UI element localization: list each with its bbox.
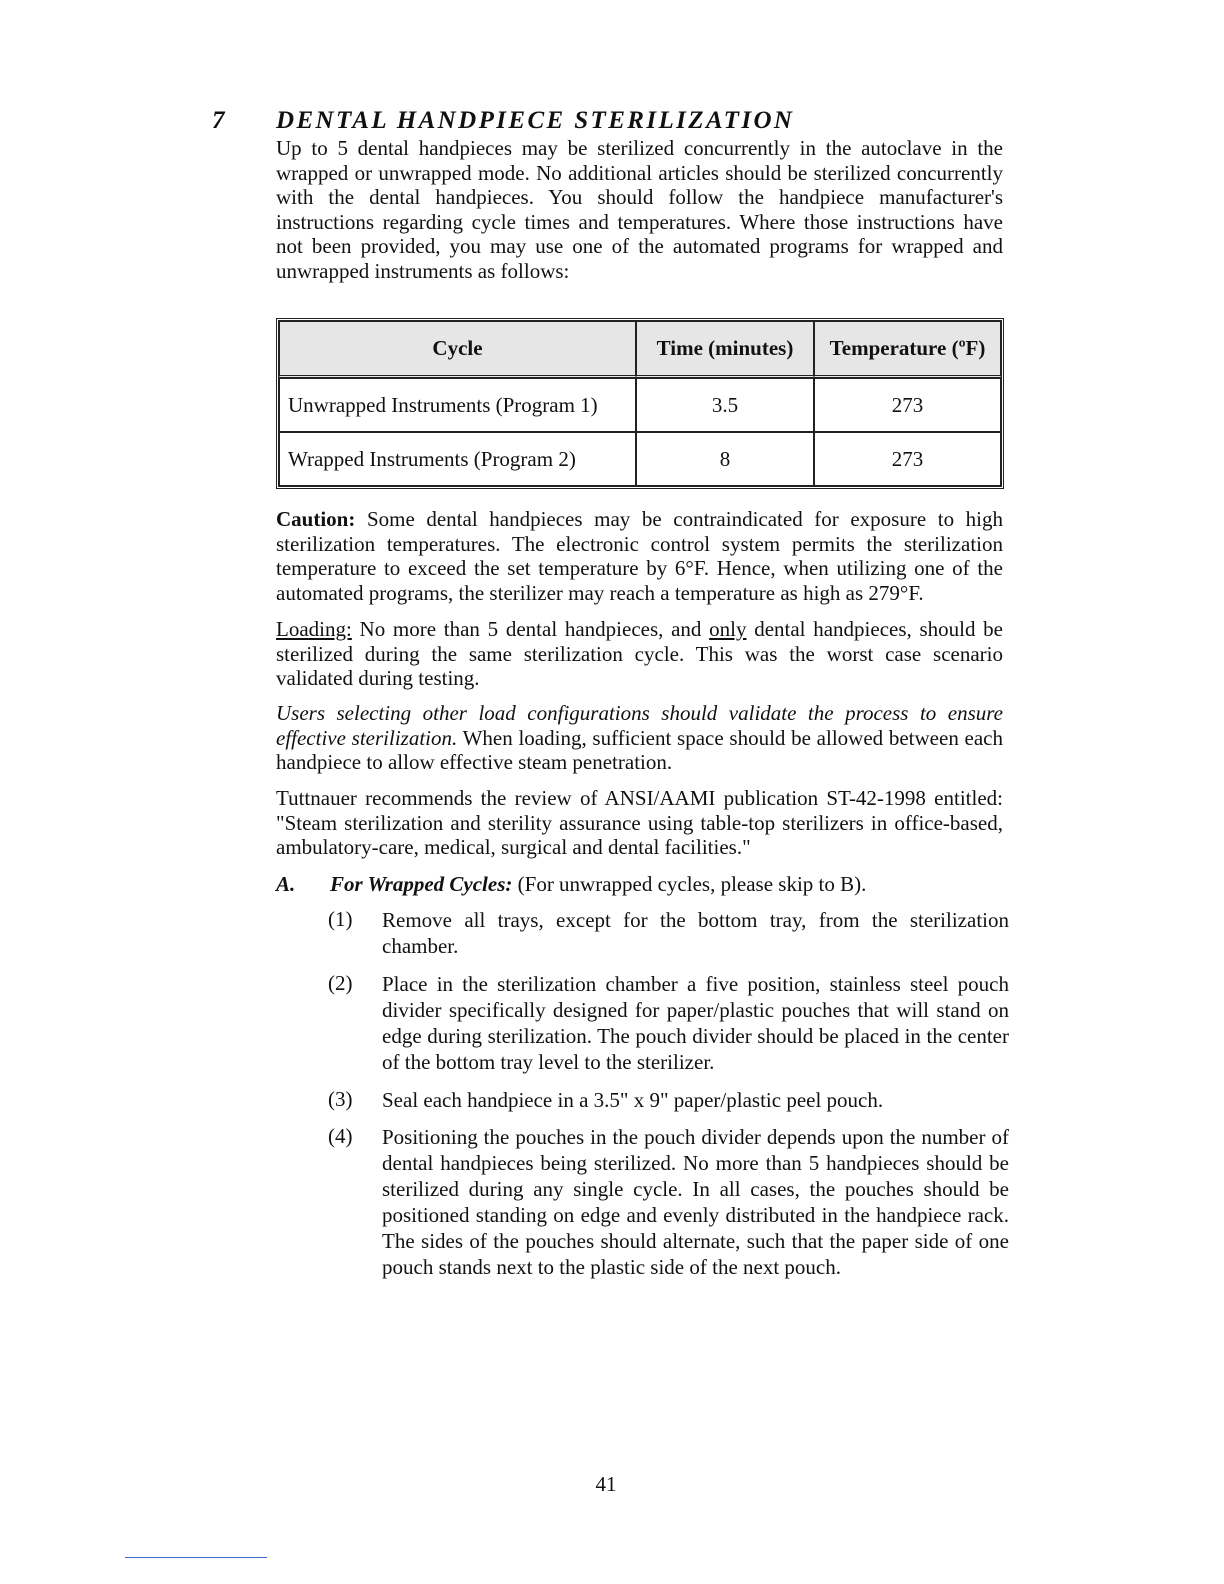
subsection-title: For Wrapped Cycles: <box>330 872 513 896</box>
subsection-letter: A. <box>276 872 296 896</box>
step-text: Place in the sterilization chamber a five position, stainless steel pouch divider specifically designed for paper/plastic pouches that will stand on edge during sterilization. The pouch divider should be placed in the center of the bottom tray level to the sterilizer. <box>382 972 1009 1074</box>
caution-label: Caution: <box>276 507 356 531</box>
subsection-heading-text <box>330 872 866 897</box>
caution-text: Some dental handpieces may be contraindicated for exposure to high sterilization temperatures. The electronic control system permits the sterilization temperature to exceed the set temperature by 6°F. Hence, when utilizing one of the automated programs, the sterilizer may reach a temperature as high as 279°F. <box>276 507 1003 605</box>
section-number: 7 <box>212 107 225 134</box>
table-header-row <box>279 321 1001 378</box>
loading-paragraph <box>276 617 1003 691</box>
cycle-cell: Unwrapped Instruments (Program 1) <box>279 378 636 432</box>
table-row <box>279 432 1001 486</box>
footer-rule <box>125 1557 267 1558</box>
step-number: (2) <box>328 971 353 995</box>
temperature-cell: 273 <box>814 378 1001 432</box>
intro-paragraph: Up to 5 dental handpieces may be sterilized concurrently in the autoclave in the wrapped or unwrapped mode. No additional articles should be sterilized concurrently with the dental handpieces. You should follow the handpiece manufacturer's instructions regarding cycle times and temperatures. Where those instructions have not been provided, you may use one of the automated programs for wrapped and unwrapped instruments as follows: <box>276 136 1003 283</box>
loading-emphasis: only <box>709 617 747 641</box>
subsection-note: (For unwrapped cycles, please skip to B). <box>512 872 867 896</box>
loading-label: Loading: <box>276 617 352 641</box>
cycle-table <box>276 318 1004 489</box>
step-number: (1) <box>328 907 353 931</box>
column-header-cycle: Cycle <box>279 321 636 378</box>
users-text: When loading, sufficient space should be allowed between each handpiece to allow effective steam penetration. <box>276 725 1003 775</box>
step-text: Positioning the pouches in the pouch divider depends upon the number of dental handpieces being sterilized. No more than 5 handpieces should be sterilized during any single cycle. In all cases, the pouches should be positioned standing on edge and evenly distributed in the handpiece rack. The sides of the pouches should alternate, such that the paper side of one pouch stands next to the plastic side of the next pouch. <box>382 1125 1009 1279</box>
step-text: Remove all trays, except for the bottom tray, from the sterilization chamber. <box>382 908 1009 958</box>
section-title: DENTAL HANDPIECE STERILIZATION <box>276 107 795 134</box>
cycle-cell: Wrapped Instruments (Program 2) <box>279 432 636 486</box>
step-text: Seal each handpiece in a 3.5" x 9" paper/plastic peel pouch. <box>382 1088 884 1112</box>
temperature-cell: 273 <box>814 432 1001 486</box>
recommendation-paragraph: Tuttnauer recommends the review of ANSI/AAMI publication ST-42-1998 entitled: "Steam sterilization and sterility assurance using table-top sterilizers in office-based, ambulatory-care, medical, surgical and dental facilities." <box>276 786 1003 860</box>
users-paragraph <box>276 701 1003 775</box>
time-cell: 3.5 <box>636 378 814 432</box>
step-number: (3) <box>328 1087 353 1111</box>
time-cell: 8 <box>636 432 814 486</box>
table-row <box>279 378 1001 432</box>
page-number: 41 <box>595 1472 617 1496</box>
caution-paragraph <box>276 507 1003 605</box>
column-header-time: Time (minutes) <box>636 321 814 378</box>
step-number: (4) <box>328 1124 353 1148</box>
column-header-temperature: Temperature (ºF) <box>814 321 1001 378</box>
loading-text: No more than 5 dental handpieces, and <box>351 617 710 641</box>
loading-text-continued: dental handpieces, should be sterilized during the same sterilization cycle. This was the worst case scenario validated during testing. <box>276 617 1003 691</box>
users-italic-text: Users selecting other load configurations should validate the process to ensure effective sterilization. <box>276 701 1003 750</box>
